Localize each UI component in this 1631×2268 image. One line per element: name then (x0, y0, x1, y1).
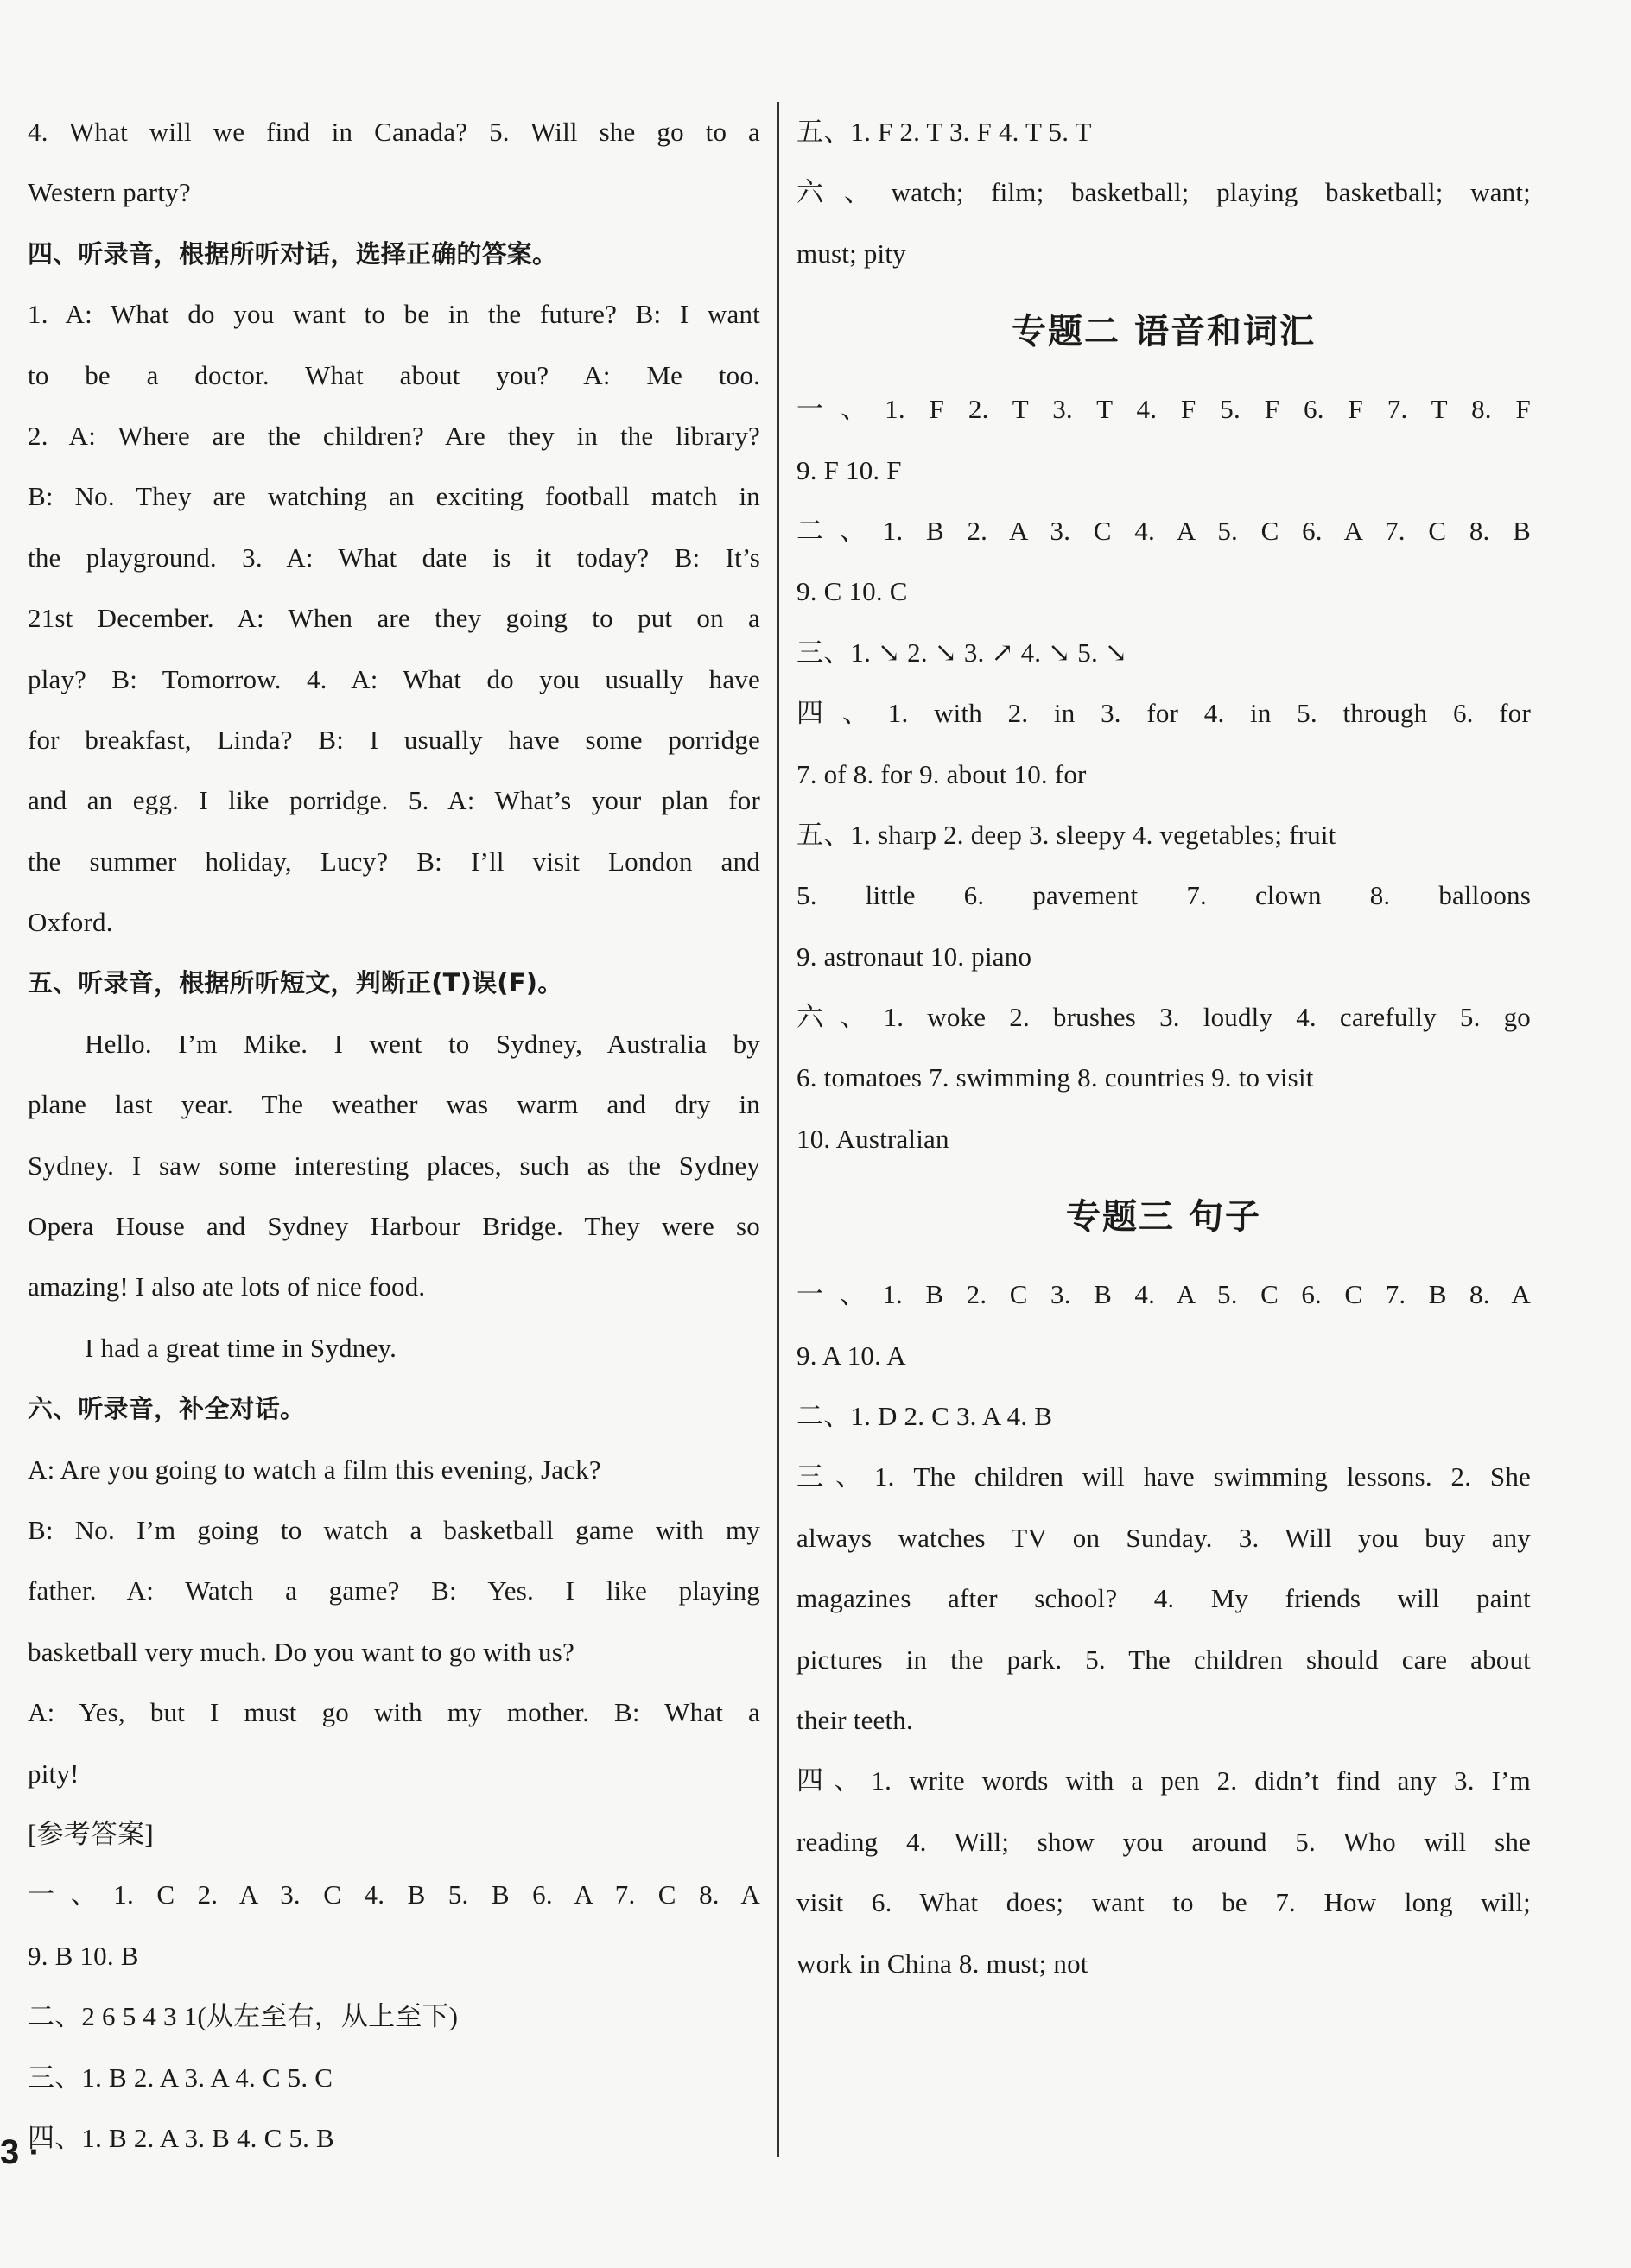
left-column (28, 102, 760, 2169)
text-line: Sydney. I saw some interesting places, such as the Sydney (28, 1150, 760, 1181)
column-divider (777, 102, 779, 2157)
section-heading: 四、听录音，根据所听对话，选择正确的答案。 (28, 238, 558, 269)
text-line: 2. A: Where are the children? Are they in the library? (28, 420, 760, 451)
text-line: the playground. 3. A: What date is it today? B: It’s (28, 542, 760, 573)
section-heading: 六、听录音，补全对话。 (28, 1394, 306, 1424)
text-line: to be a doctor. What about you? A: Me too. (28, 359, 760, 390)
text-line: 6. tomatoes 7. swimming 8. countries 9. to visit (796, 1062, 1314, 1093)
text-line: father. A: Watch a game? B: Yes. I like playing (28, 1575, 760, 1606)
text-line: reading 4. Will; show you around 5. Who will she (796, 1826, 1531, 1857)
text-line: 21st December. A: When are they going to put on a (28, 603, 760, 634)
text-line: 一、1. B 2. C 3. B 4. A 5. C 6. C 7. B 8. A (796, 1279, 1531, 1310)
text-line: 五、1. sharp 2. deep 3. sleepy 4. vegetables; fruit (796, 819, 1336, 850)
text-line: 三、1. The children will have swimming lessons. 2. She (796, 1461, 1531, 1492)
text-line: 二、1. B 2. A 3. C 4. A 5. C 6. A 7. C 8. B (796, 515, 1531, 546)
text-line: 4. What will we find in Canada? 5. Will she go to a (28, 117, 760, 147)
text-line: 1. A: What do you want to be in the future? B: I want (28, 299, 760, 330)
text-line: work in China 8. must; not (796, 1948, 1088, 1979)
text-line: must; pity (796, 238, 906, 269)
page-number: 3 · (0, 2133, 41, 2171)
text-line: 9. C 10. C (796, 576, 908, 607)
text-line: 六、watch; film; basketball; playing basketball; want; (796, 177, 1531, 208)
section-title: 专题三 句子 (1066, 1197, 1261, 1238)
section-heading: 五、听录音，根据所听短文，判断正(T)误(F)。 (28, 968, 563, 998)
text-line: 四、1. with 2. in 3. for 4. in 5. through 6. for (796, 698, 1531, 729)
text-line: 9. astronaut 10. piano (796, 941, 1032, 972)
text-line: for breakfast, Linda? B: I usually have some porridge (28, 724, 760, 755)
text-line: 7. of 8. for 9. about 10. for (796, 758, 1087, 789)
text-line: 三、1. B 2. A 3. A 4. C 5. C (28, 2062, 333, 2093)
text-line: and an egg. I like porridge. 5. A: What’s your plan for (28, 785, 760, 816)
right-column (796, 102, 1531, 1994)
text-line: Opera House and Sydney Harbour Bridge. They were so (28, 1211, 760, 1242)
text-line: Hello. I’m Mike. I went to Sydney, Australia by (85, 1028, 760, 1059)
text-line: Oxford. (28, 907, 113, 938)
text-line: 9. F 10. F (796, 454, 902, 485)
text-line: plane last year. The weather was warm and dry in (28, 1089, 760, 1120)
text-line: 二、1. D 2. C 3. A 4. B (796, 1401, 1053, 1432)
text-line: 三、1. ↘ 2. ↘ 3. ↗ 4. ↘ 5. ↘ (796, 637, 1128, 668)
text-line: Western party? (28, 177, 191, 208)
text-line: play? B: Tomorrow. 4. A: What do you usually have (28, 663, 760, 694)
text-line: I had a great time in Sydney. (85, 1332, 397, 1363)
text-line: 四、1. B 2. A 3. B 4. C 5. B (28, 2122, 334, 2153)
text-line: A: Are you going to watch a film this evening, Jack? (28, 1454, 601, 1485)
text-line: 六、1. woke 2. brushes 3. loudly 4. carefully 5. go (796, 1002, 1531, 1033)
text-line: 9. B 10. B (28, 1940, 139, 1971)
section-title: 专题二 语音和词汇 (1012, 312, 1316, 352)
text-line: 四、1. write words with a pen 2. didn’t find any 3. I’m (796, 1765, 1531, 1796)
text-line: B: No. I’m going to watch a basketball game with my (28, 1514, 760, 1545)
text-line: 一、1. C 2. A 3. C 4. B 5. B 6. A 7. C 8. A (28, 1879, 760, 1910)
text-line: their teeth. (796, 1704, 913, 1735)
text-line: visit 6. What does; want to be 7. How long will; (796, 1887, 1531, 1918)
text-line: 5. little 6. pavement 7. clown 8. balloons (796, 880, 1531, 911)
text-line: 10. Australian (796, 1123, 949, 1154)
text-line: B: No. They are watching an exciting football match in (28, 481, 760, 512)
text-line: the summer holiday, Lucy? B: I’ll visit London and (28, 846, 760, 877)
text-line: basketball very much. Do you want to go with us? (28, 1636, 574, 1667)
text-line: always watches TV on Sunday. 3. Will you buy any (796, 1522, 1531, 1553)
text-line: amazing! I also ate lots of nice food. (28, 1271, 426, 1302)
text-line: 9. A 10. A (796, 1340, 906, 1371)
text-line: pity! (28, 1758, 79, 1789)
text-line: pictures in the park. 5. The children should care about (796, 1644, 1531, 1675)
text-line: [参考答案] (28, 1818, 154, 1849)
text-line: 五、1. F 2. T 3. F 4. T 5. T (796, 117, 1092, 147)
text-line: A: Yes, but I must go with my mother. B: What a (28, 1697, 760, 1728)
text-line: 二、2 6 5 4 3 1(从左至右，从上至下) (28, 2001, 459, 2032)
text-line: magazines after school? 4. My friends will paint (796, 1583, 1531, 1614)
text-line: 一、1. F 2. T 3. T 4. F 5. F 6. F 7. T 8. F (796, 394, 1531, 425)
